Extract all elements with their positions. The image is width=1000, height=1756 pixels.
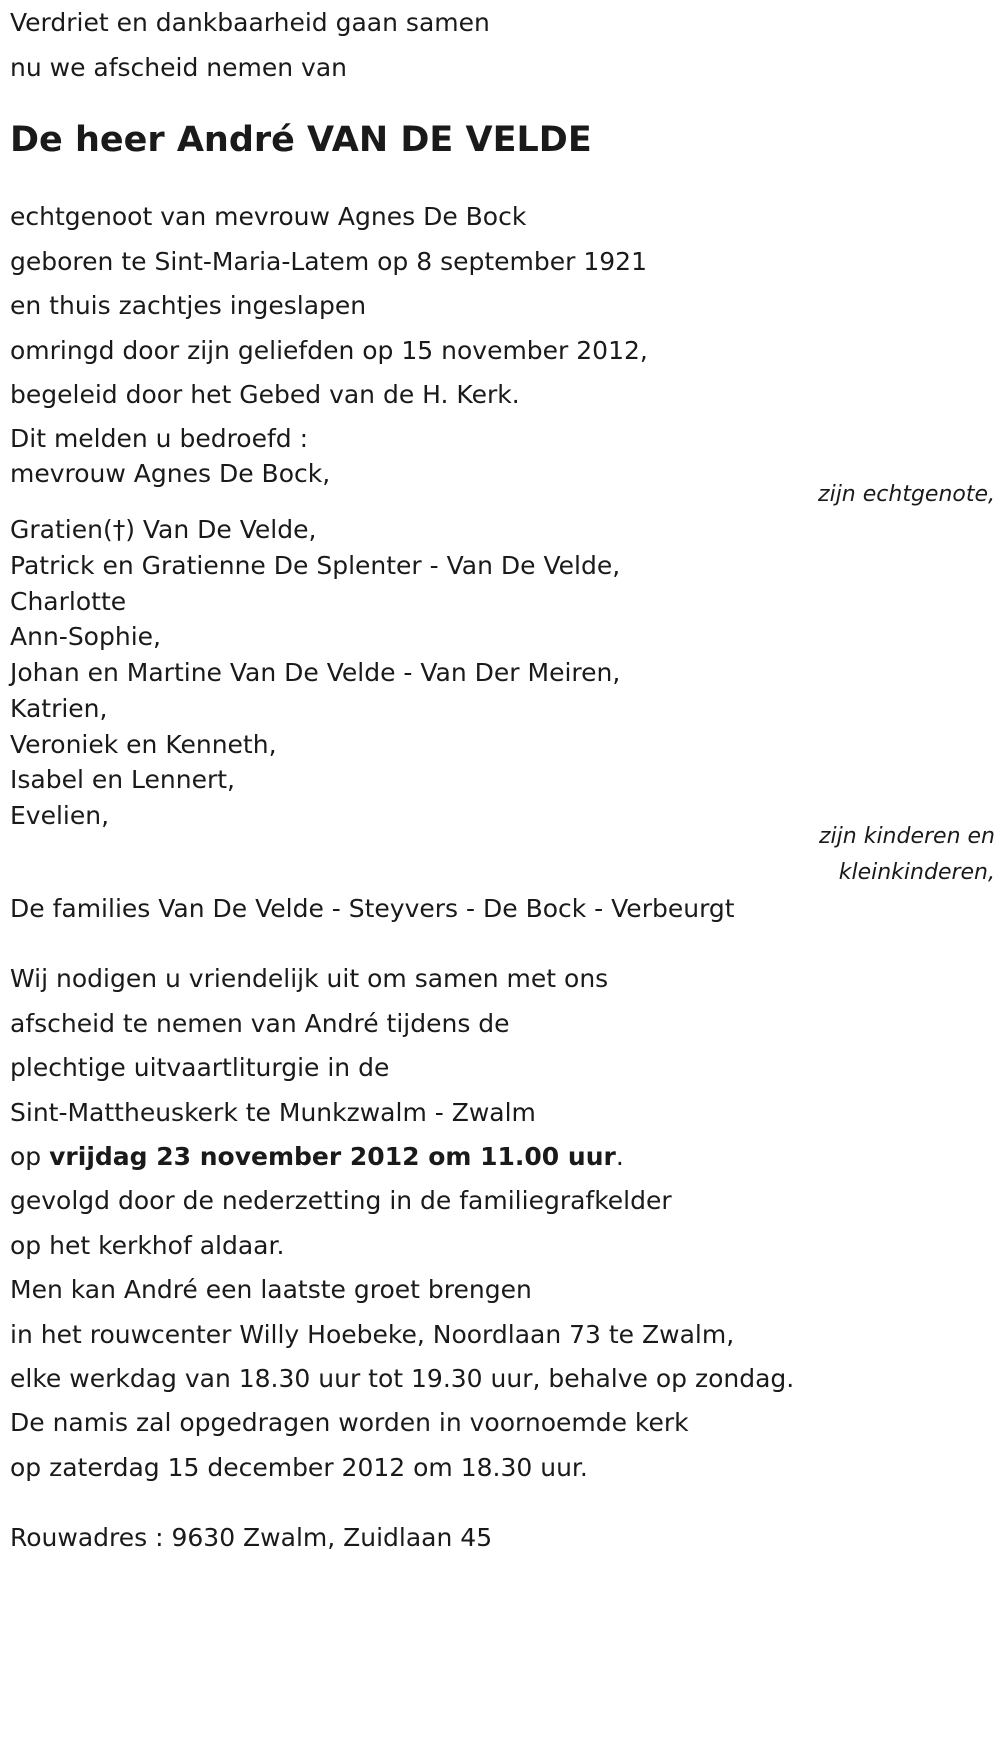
families-line: De families Van De Velde - Steyvers - De Bock - Verbeurgt [10,894,735,923]
funeral-date-line [10,1140,624,1174]
funeral-date-prefix: op [10,1142,50,1171]
invitation-line-7: op het kerkhof aldaar. [10,1231,285,1260]
child-line: Katrien, [10,694,108,723]
intro-line-1: Verdriet en dankbaarheid gaan samen [10,8,490,37]
bio-line-spouse: echtgenoot van mevrouw Agnes De Bock [10,202,527,231]
children-role-line-2: kleinkinderen, [838,860,995,885]
invitation-line-9: in het rouwcenter Willy Hoebeke, Noordlaan 73 te Zwalm, [10,1320,735,1349]
bio-line-surrounded: omringd door zijn geliefden op 15 november 2012, [10,336,648,365]
deceased-name-title: De heer André VAN DE VELDE [10,120,592,160]
child-line: Ann-Sophie, [10,622,161,651]
invitation-line-8: Men kan André een laatste groet brengen [10,1275,532,1304]
funeral-date-suffix: . [615,1142,624,1171]
invitation-line-1: Wij nodigen u vriendelijk uit om samen met ons [10,964,609,993]
intro-line-2: nu we afscheid nemen van [10,53,347,82]
child-line: Patrick en Gratienne De Splenter - Van De Velde, [10,551,621,580]
funeral-date: vrijdag 23 november 2012 om 11.00 uur [49,1142,616,1171]
bio-line-passed: en thuis zachtjes ingeslapen [10,291,367,320]
invitation-line-12: op zaterdag 15 december 2012 om 18.30 uur. [10,1453,588,1482]
child-line: Veroniek en Kenneth, [10,730,277,759]
spouse-role: zijn echtgenote, [818,482,995,507]
child-line: Johan en Martine Van De Velde - Van Der Meiren, [10,658,621,687]
child-line: Charlotte [10,587,127,616]
invitation-line-3: plechtige uitvaartliturgie in de [10,1053,390,1082]
mourning-address: Rouwadres : 9630 Zwalm, Zuidlaan 45 [10,1523,493,1552]
child-line: Evelien, [10,801,110,830]
invitation-line-10: elke werkdag van 18.30 uur tot 19.30 uur, behalve op zondag. [10,1364,795,1393]
bio-line-born: geboren te Sint-Maria-Latem op 8 september 1921 [10,247,647,276]
invitation-line-2: afscheid te nemen van André tijdens de [10,1009,510,1038]
child-line: Gratien(†) Van De Velde, [10,515,317,544]
invitation-line-4: Sint-Mattheuskerk te Munkzwalm - Zwalm [10,1098,536,1127]
children-role-line-1: zijn kinderen en [819,824,995,849]
spouse-name: mevrouw Agnes De Bock, [10,459,331,488]
invitation-line-11: De namis zal opgedragen worden in voornoemde kerk [10,1408,689,1437]
invitation-line-6: gevolgd door de nederzetting in de familiegrafkelder [10,1186,672,1215]
announce-label: Dit melden u bedroefd : [10,424,309,453]
bio-line-prayer: begeleid door het Gebed van de H. Kerk. [10,380,520,409]
child-line: Isabel en Lennert, [10,765,235,794]
